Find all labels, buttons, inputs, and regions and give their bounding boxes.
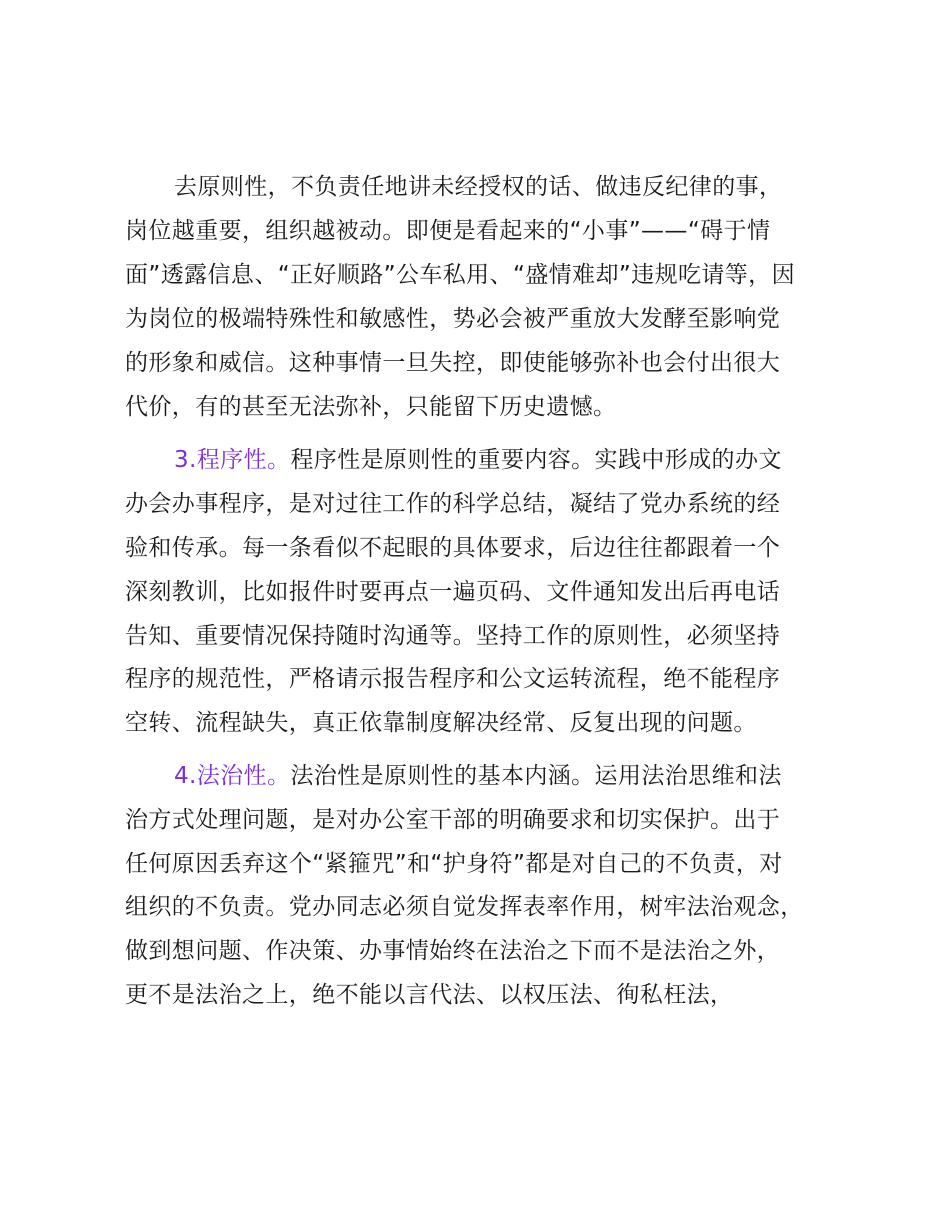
paragraph-2-line-7: 空转、流程缺失，真正依靠制度解决经常、反复出现的问题。: [125, 710, 757, 736]
paragraph-1-line-3: 面”透露信息、“正好顺路”公车私用、“盛情难却”违规吃请等，因: [125, 262, 795, 288]
paragraph-1-line-2: 岗位越重要，组织越被动。即便是看起来的“小事”——“碍于情: [125, 218, 771, 244]
paragraph-3-line-1-text: 法治性是原则性的基本内涵。运用法治思维和法: [290, 763, 782, 789]
paragraph-2-line-3: 验和传承。每一条看似不起眼的具体要求，后边往往都跟着一个: [125, 535, 781, 561]
paragraph-1-line-5: 的形象和威信。这种事情一旦失控，即使能够弥补也会付出很大: [125, 350, 781, 376]
paragraph-2-line-4: 深刻教训，比如报件时要再点一遍页码、文件通知发出后再电话: [125, 579, 781, 605]
paragraph-3-line-4: 组织的不负责。党办同志必须自觉发挥表率作用，树牢法治观念，: [125, 894, 804, 920]
paragraph-2-line-2: 办会办事程序，是对过往工作的科学总结，凝结了党办系统的经: [125, 491, 781, 517]
paragraph-3-line-3: 任何原因丢弃这个“紧箍咒”和“护身符”都是对自己的不负责，对: [125, 851, 783, 877]
paragraph-3-line-2: 治方式处理问题，是对办公室干部的明确要求和切实保护。出于: [125, 807, 781, 833]
section-heading-rule-of-law: 4.法治性。: [174, 763, 291, 789]
paragraph-2-line-5: 告知、重要情况保持随时沟通等。坚持工作的原则性，必须坚持: [125, 623, 781, 649]
paragraph-3-line-6: 更不是法治之上，绝不能以言代法、以权压法、徇私枉法，: [125, 982, 734, 1008]
paragraph-3-line-5: 做到想问题、作决策、办事情始终在法治之下而不是法治之外，: [125, 938, 781, 964]
paragraph-2-line-6: 程序的规范性，严格请示报告程序和公文运转流程，绝不能程序: [125, 666, 781, 692]
paragraph-1-line-6: 代价，有的甚至无法弥补，只能留下历史遗憾。: [125, 394, 617, 420]
paragraph-1-line-1: 去原则性，不负责任地讲未经授权的话、做违反纪律的事，: [174, 174, 783, 200]
paragraph-3-line-1: [174, 761, 782, 791]
paragraph-1-line-4: 为岗位的极端特殊性和敏感性，势必会被严重放大发酵至影响党: [125, 306, 781, 332]
section-heading-procedure: 3.程序性。: [174, 447, 291, 473]
paragraph-2-line-1: [174, 445, 782, 475]
paragraph-2-line-1-text: 程序性是原则性的重要内容。实践中形成的办文: [290, 447, 782, 473]
